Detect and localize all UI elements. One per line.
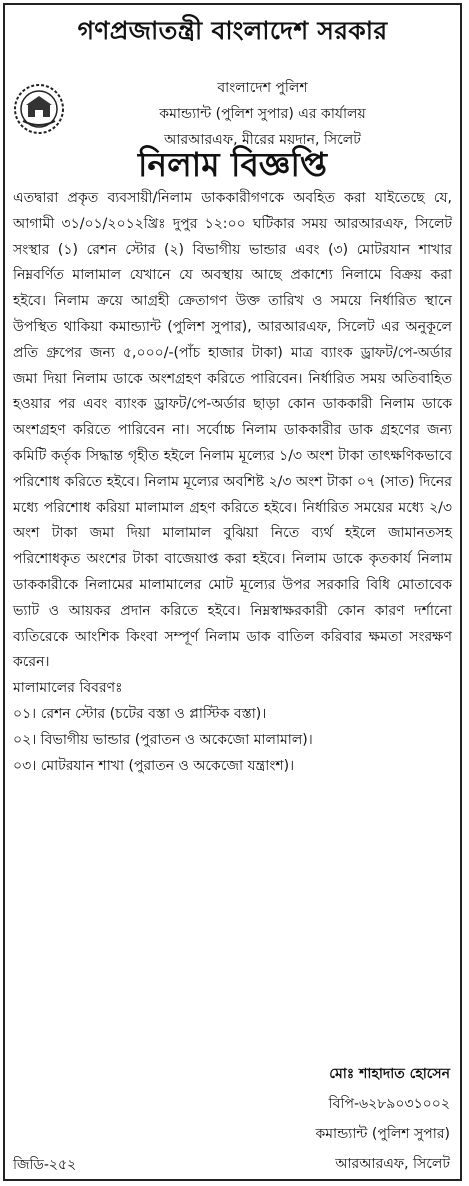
items-list xyxy=(13,702,452,779)
list-item: ০১। রেশন স্টোর (চটের বস্তা ও প্লাস্টিক বস্তা)। xyxy=(13,705,267,722)
signatory-designation: কমান্ড্যান্ট (পুলিশ সুপার) xyxy=(315,1126,450,1142)
office-name: কমান্ড্যান্ট (পুলিশ সুপার) এর কার্যালয় xyxy=(159,106,366,122)
list-item: ০২। বিভাগীয় ভান্ডার (পুরাতন ও অকেজো মালামাল)। xyxy=(13,731,313,748)
notice-title: নিলাম বিজ্ঞপ্তি xyxy=(137,145,328,184)
signatory-name: মোঃ শাহাদাত হোসেন xyxy=(329,1066,450,1082)
department-name: বাংলাদেশ পুলিশ xyxy=(217,80,308,96)
government-title: গণপ্রজাতন্ত্রী বাংলাদেশ সরকার xyxy=(77,16,388,45)
signatory-id: বিপি-৬২৮৯০৩১০০২ xyxy=(328,1096,450,1112)
notice-body xyxy=(13,186,452,779)
list-item: ০৩। মোটরযান শাখা (পুরাতন ও অকেজো যন্ত্রাংশ)। xyxy=(13,757,295,774)
auction-notice xyxy=(3,3,462,1181)
body-paragraph: এতদ্বারা প্রকৃত ব্যবসায়ী/নিলাম ডাককারীগণকে অবহিত করা যাইতেছে যে, আগামী ৩১/০১/২০১২খ্রিঃ দুপুর ১২:০০ ঘটিকার সময় আরআরএফ, সিলেট সংস্থার (১) রেশন স্টোর (২) বিভাগীয় ভান্ডার এবং (৩) মোটরযান শাখার নিম্নবর্ণিত মালামাল যেখানে যে অবস্থায় আছে প্রকাশ্যে নিলামে বিক্রয় করা হইবে। নিলাম ক্রয়ে আগ্রহী ক্রেতাগণ উক্ত তারিখ ও সময়ে নির্ধারিত স্থানে উপস্থিত থাকিয়া কমান্ড্যান্ট (পুলিশ সুপার), আরআরএফ, সিলেট এর অনুকূলে প্রতি গ্রুপের জন্য ৫,০০০/-(পাঁচ হাজার টাকা) মাত্র ব্যাংক ড্রাফট/পে-অর্ডার জমা দিয়া নিলাম ডাকে অংশগ্রহণ করিতে পারিবেন। নির্ধারিত সময় অতিবাহিত হওয়ার পর এবং ব্যাংক ড্রাফট/পে-অর্ডার ছাড়া কোন ডাককারী নিলাম ডাকে অংশগ্রহণ করিতে পারিবেন না। সর্বোচ্চ নিলাম ডাককারীর ডাক গ্রহণের জন্য কমিটি কর্তৃক সিদ্ধান্ত গৃহীত হইলে নিলাম মূল্যের ১/৩ অংশ টাকা তাৎক্ষণিকভাবে পরিশোধ করিতে হইবে। নিলাম মূল্যের অবশিষ্ট ২/৩ অংশ টাকা ০৭ (সাত) দিনের মধ্যে পরিশোধ করিয়া মালামাল গ্রহণ করিতে হইবে। নির্ধারিত সময়ের মধ্যে ২/৩ অংশ টাকা জমা দিয়া মালামাল বুঝিয়া নিতে ব্যর্থ হইলে জামানতসহ পরিশোধকৃত অংশের টাকা বাজেয়াপ্ত করা হইবে। নিলাম ডাকে কৃতকার্য নিলাম ডাককারীকে নিলামের মালামালের মোট মূল্যের উপর সরকারি বিধি মোতাবেক ভ্যাট ও আয়কর প্রদান করিতে হইবে। নিম্নস্বাক্ষরকারী কোন কারণ দর্শানো ব্যতিরেকে আংশিক কিংবা সম্পূর্ণ নিলাম ডাক বাতিল করিবার ক্ষমতা সংরক্ষণ করেন। xyxy=(13,190,452,671)
signatory-office: আরআরএফ, সিলেট xyxy=(335,1156,450,1172)
gd-reference: জিডি-২৫২ xyxy=(13,1157,77,1173)
office-address: আরআরএফ, মীরের ময়দান, সিলেট xyxy=(164,132,361,148)
notice-header xyxy=(5,5,460,183)
government-emblem-icon xyxy=(13,83,65,135)
signature-block xyxy=(315,1059,450,1179)
items-title: মালামালের বিবরণঃ xyxy=(13,680,123,697)
